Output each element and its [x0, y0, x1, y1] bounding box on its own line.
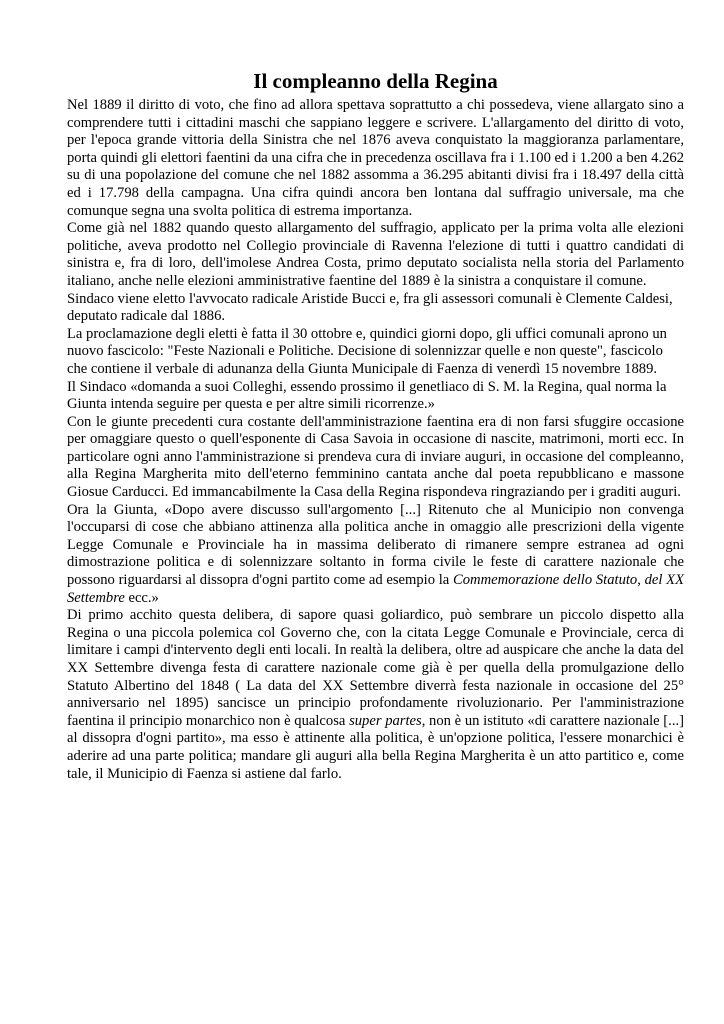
paragraph: [67, 97, 684, 220]
document-title: Il compleanno della Regina: [253, 69, 498, 93]
paragraph-text: ecc.»: [124, 589, 159, 606]
paragraph-text: Con le giunte precedenti cura costante dell'amministrazione faentina era di non farsi sfuggire occasione per omaggiare questo o quell'esponente di Casa Savoia in occasione di nascite, matrimoni, morti ecc. In particolare ogni anno l'amministrazione si prendeva cura di inviare auguri, in occasione del compleanno, alla Regina Margherita mito dell'eterno femminino cantata anche dal poeta repubblicano e massone Giosue Carducci. Ed immancabilmente la Casa della Regina rispondeva ringraziando per i graditi auguri.: [67, 413, 684, 501]
paragraph-text: La proclamazione degli eletti è fatta il 30 ottobre e, quindici giorni dopo, gli uffici comunali aprono un nuovo fascicolo: "Feste Nazionali e Politiche. Decisione di solennizzar quelle e non queste", fascicolo che contiene il verbale di adunanza della Giunta Municipale di Faenza di venerdì 15 novembre 1889.: [67, 325, 667, 377]
italic-text: Commemorazione dello Statuto: [453, 572, 638, 589]
paragraph-text: Il Sindaco «domanda a suoi Colleghi, essendo prossimo il genetliaco di S. M. la Regina, qual norma la Giunta intenda seguire per questa e per altre simili ricorrenze.»: [67, 378, 667, 413]
paragraph: [67, 326, 684, 379]
paragraph-text: , non è un istituto «di carattere nazionale [...] al dissopra d'ogni partito», ma esso è attinente alla politica, è un'opzione politica, l'essere monarchici è aderire ad una parte politica; mandare gli auguri alla bella Regina Margherita è un atto partitico e, come tale, il Municipio di Faenza si astiene dal farlo.: [67, 712, 684, 782]
paragraph-text: Ora la Giunta, «Dopo avere discusso sull'argomento [...] Ritenuto che al Municipio non convenga l'occuparsi di cose che abbiano attinenza alla politica anche in omaggio alle prescrizioni della vigente Legge Comunale e Provinciale ha in massima deliberato di rimanere sempre estranea ad ogni dimostrazione politica e di solennizzare soltanto in forma civile le feste di carattere nazionale che possono riguardarsi al dissopra d'ogni partito come ad esempio la: [67, 501, 684, 589]
paragraph: [67, 379, 684, 414]
document-page: [67, 68, 684, 783]
paragraph: [67, 607, 684, 783]
paragraph-text: Come già nel 1882 quando questo allargamento del suffragio, applicato per la prima volta alle elezioni politiche, aveva prodotto nel Collegio provinciale di Ravenna l'elezione di tutti i quattro candidati di sinistra e, fra di loro, dell'imolese Andrea Costa, primo deputato socialista nella storia del Parlamento italiano, anche nelle elezioni amministrative faentine del 1889 è la sinistra a conquistare il comune.: [67, 220, 684, 289]
italic-text: del XX Settembre: [67, 572, 685, 606]
paragraph: [67, 414, 684, 502]
paragraph: [67, 502, 684, 608]
paragraph-text: Nel 1889 il diritto di voto, che fino ad allora spettava soprattutto a chi possedeva, viene allargato sino a comprendere tutti i cittadini maschi che sappiano leggere e scrivere. L'allargamento del diritto di voto, per l'epoca grande vittoria della Sinistra che nel 1876 aveva conquistato la maggioranza parlamentare, porta quindi gli elettori faentini da una cifra che in precedenza oscillava fra i 1.100 ed i 1.200 a ben 4.262 su di una popolazione del comune che nel 1882 assomma a 36.295 abitanti divisi fra i 18.497 della città ed i 17.798 della campagna. Una cifra quindi ancora ben lontana dal suffragio universale, ma che comunque segna una svolta politica di estrema importanza.: [67, 97, 684, 219]
document-body: [67, 97, 684, 783]
paragraph: [67, 220, 684, 290]
italic-text: super partes: [349, 712, 422, 729]
paragraph-text: ,: [637, 572, 645, 589]
paragraph: [67, 291, 684, 326]
paragraph-text: Di primo acchito questa delibera, di sapore quasi goliardico, può sembrare un piccolo dispetto alla Regina o una piccola polemica col Governo che, con la citata Legge Comunale e Provinciale, cerca di limitare i campi d'intervento degli enti locali. In realtà la delibera, oltre ad auspicare che anche la data del XX Settembre divenga festa di carattere nazionale come già è per quella della promulgazione dello Statuto Albertino del 1848 ( La data del XX Settembre diverrà festa nazionale in occasione del 25° anniversario nel 1895) sancisce un principio profondamente rivoluzionario. Per l'amministrazione faentina il principio monarchico non è qualcosa: [67, 607, 684, 729]
paragraph-text: Sindaco viene eletto l'avvocato radicale Aristide Bucci e, fra gli assessori comunali è Clemente Caldesi, deputato radicale dal 1886.: [67, 290, 673, 325]
